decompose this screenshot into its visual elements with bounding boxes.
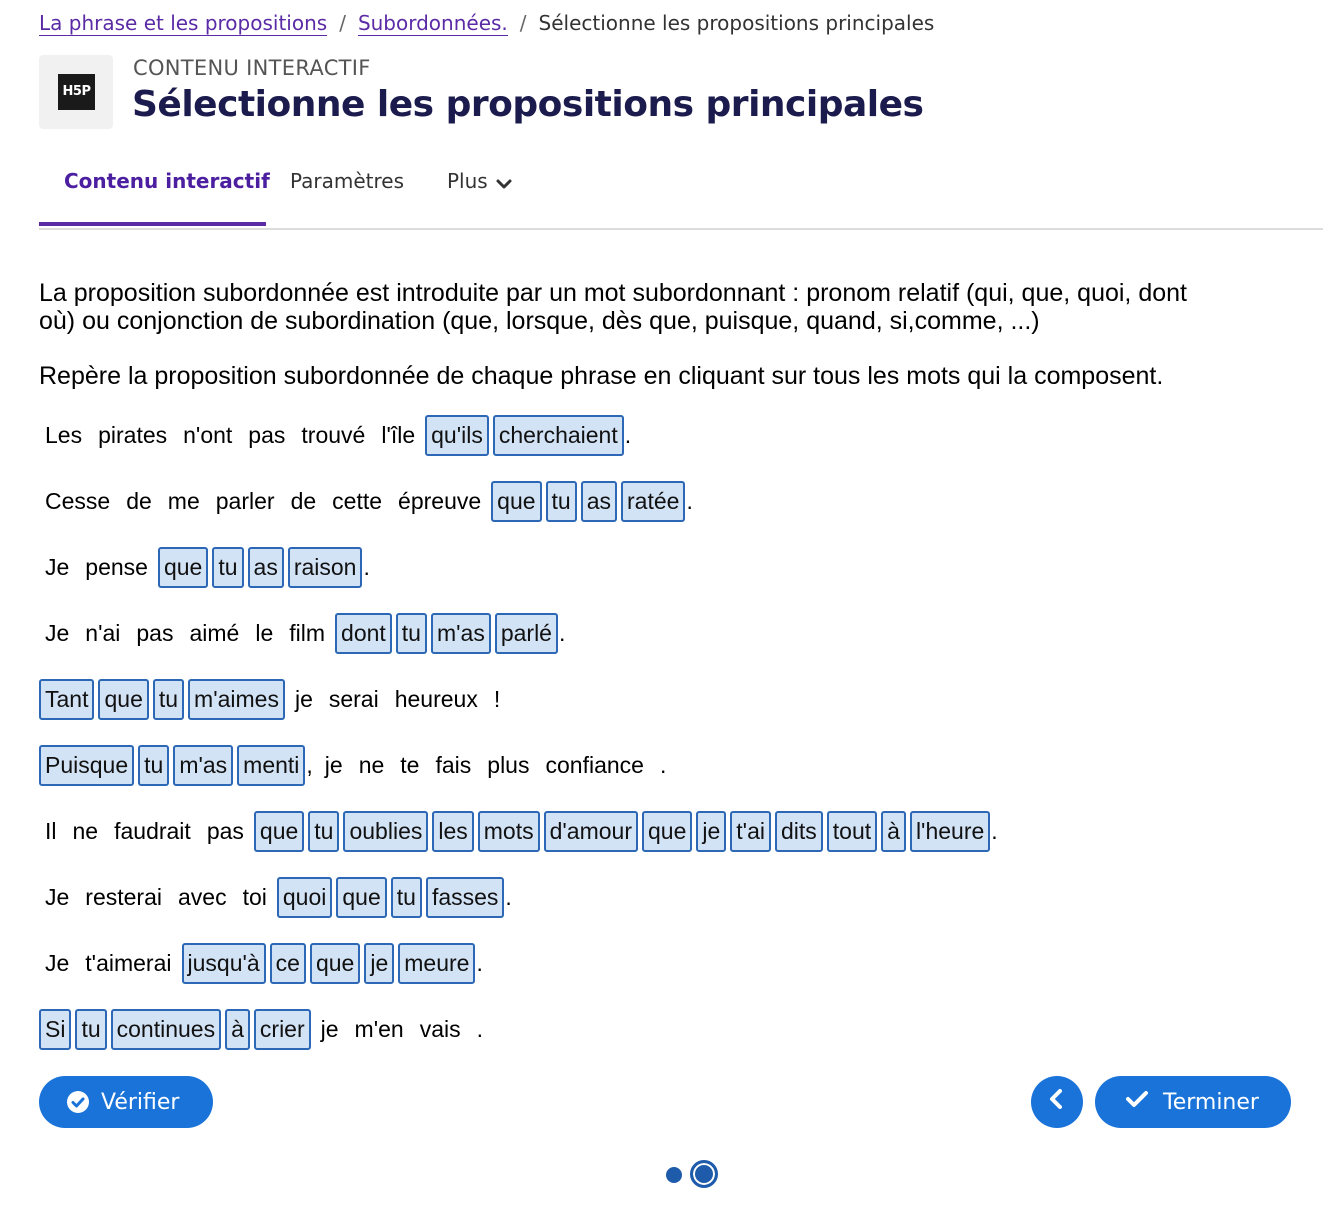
word[interactable]: de — [126, 488, 152, 514]
tab-bar — [39, 160, 1323, 230]
word[interactable]: je — [324, 752, 343, 778]
word[interactable]: resterai — [85, 884, 162, 910]
word-selected[interactable]: les — [432, 811, 473, 852]
word[interactable]: pirates — [98, 422, 168, 448]
sentence-row — [39, 415, 1004, 456]
word-selected[interactable]: menti — [237, 745, 305, 786]
sentence-end-punctuation: . — [624, 422, 632, 448]
sentence-list — [39, 415, 1004, 1075]
active-tab-indicator — [39, 222, 266, 226]
word-selected[interactable]: l'heure — [910, 811, 990, 852]
word-selected[interactable]: d'amour — [544, 811, 638, 852]
word-selected[interactable]: crier — [254, 1009, 311, 1050]
sentence-end-punctuation: . — [558, 620, 566, 646]
instructions-line-2: où) ou conjonction de subordination (que, lorsque, dès que, puisque, quand, si,comme, ...) — [39, 307, 1040, 335]
word-selected[interactable]: Si — [39, 1009, 71, 1050]
sentence-row — [39, 1009, 1004, 1050]
punctuation: , — [306, 752, 313, 778]
word[interactable]: trouvé — [301, 422, 366, 448]
word-selected[interactable]: que — [310, 943, 360, 984]
word[interactable]: pas — [136, 620, 174, 646]
word-selected[interactable]: que — [254, 811, 304, 852]
previous-button[interactable] — [1031, 1076, 1083, 1128]
finish-button[interactable] — [1095, 1076, 1291, 1128]
sentence-end-punctuation: . — [476, 950, 483, 976]
sentence-row — [39, 943, 1004, 984]
word-selected[interactable]: cherchaient — [493, 415, 624, 456]
word[interactable]: fais — [435, 752, 472, 778]
tab-contenu-interactif[interactable]: Contenu interactif — [64, 169, 270, 193]
word-selected[interactable]: tu — [391, 877, 422, 918]
word[interactable]: pense — [85, 554, 148, 580]
word[interactable]: m'en — [354, 1016, 404, 1042]
word-selected[interactable]: m'as — [431, 613, 491, 654]
word[interactable]: épreuve — [398, 488, 482, 514]
word-selected[interactable]: je — [696, 811, 726, 852]
word-selected[interactable]: ratée — [621, 481, 685, 522]
word-selected[interactable]: je — [364, 943, 394, 984]
sentence-end-punctuation: . — [363, 554, 370, 580]
word-selected[interactable]: jusqu'à — [182, 943, 266, 984]
word[interactable]: Je — [45, 950, 70, 976]
word-selected[interactable]: meure — [398, 943, 475, 984]
sentence-row — [39, 679, 1004, 720]
word[interactable]: pas — [206, 818, 244, 844]
verify-button[interactable] — [39, 1076, 213, 1128]
word[interactable]: faudrait — [114, 818, 191, 844]
word-selected[interactable]: tu — [546, 481, 577, 522]
word[interactable]: je — [294, 686, 313, 712]
word[interactable]: . — [659, 752, 667, 778]
word[interactable]: film — [289, 620, 326, 646]
word-selected[interactable]: tu — [212, 547, 243, 588]
breadcrumb-link-subordonnees[interactable]: Subordonnées. — [357, 11, 508, 35]
word-selected[interactable]: que — [158, 547, 208, 588]
word-selected[interactable]: dont — [335, 613, 392, 654]
word[interactable]: Je — [45, 554, 70, 580]
word[interactable]: n'ont — [183, 422, 233, 448]
word[interactable]: cette — [332, 488, 383, 514]
instructions — [39, 279, 1323, 335]
word[interactable]: confiance — [545, 752, 644, 778]
word[interactable]: ne — [72, 818, 99, 844]
sentence-row — [39, 745, 1004, 786]
word[interactable]: n'ai — [85, 620, 121, 646]
word-selected[interactable]: mots — [478, 811, 540, 852]
word[interactable]: l'île — [381, 422, 416, 448]
breadcrumb-separator: / — [339, 11, 346, 35]
word[interactable]: avec — [178, 884, 227, 910]
word-selected[interactable]: as — [581, 481, 617, 522]
word[interactable]: Il — [45, 818, 57, 844]
content-type-label: CONTENU INTERACTIF — [133, 56, 371, 80]
chevron-down-icon — [496, 162, 512, 204]
sentence-row — [39, 613, 1004, 654]
word[interactable]: ne — [358, 752, 385, 778]
tab-parametres[interactable]: Paramètres — [290, 169, 405, 193]
word[interactable]: parler — [215, 488, 275, 514]
instructions-line-1: La proposition subordonnée est introduite par un mot subordonnant : pronom relatif (qui, que, quoi, dont — [39, 279, 1187, 307]
sentence-row — [39, 547, 1004, 588]
word-selected[interactable]: tout — [827, 811, 877, 852]
word-selected[interactable]: dits — [775, 811, 823, 852]
word-selected[interactable]: as — [248, 547, 284, 588]
word-selected[interactable]: tu — [308, 811, 339, 852]
word-selected[interactable]: t'ai — [730, 811, 771, 852]
word-selected[interactable]: tu — [153, 679, 184, 720]
word-selected[interactable]: tu — [75, 1009, 106, 1050]
word[interactable]: t'aimerai — [85, 950, 172, 976]
word-selected[interactable]: parlé — [495, 613, 558, 654]
breadcrumb-separator: / — [519, 11, 527, 35]
word-selected[interactable]: m'aimes — [188, 679, 285, 720]
word[interactable]: toi — [242, 884, 267, 910]
sentence-end-punctuation: . — [991, 818, 998, 844]
pager-dot-1[interactable] — [666, 1167, 682, 1183]
verify-button-label: Vérifier — [101, 1089, 180, 1115]
word-selected[interactable]: ce — [270, 943, 306, 984]
sentence-end-punctuation: . — [686, 488, 693, 514]
word[interactable]: heureux — [394, 686, 478, 712]
pager-dot-2-current[interactable] — [690, 1160, 718, 1188]
word-selected[interactable]: Puisque — [39, 745, 134, 786]
word[interactable]: Les — [45, 422, 83, 448]
word[interactable]: te — [400, 752, 420, 778]
word[interactable]: plus — [487, 752, 530, 778]
word-selected[interactable]: que — [336, 877, 386, 918]
word[interactable]: me — [167, 488, 200, 514]
word-selected[interactable]: à — [225, 1009, 250, 1050]
check-icon — [1125, 1089, 1149, 1115]
word[interactable]: pas — [248, 422, 286, 448]
breadcrumb — [39, 8, 934, 38]
sentence-row — [39, 811, 1004, 852]
word[interactable]: serai — [328, 686, 379, 712]
word-selected[interactable]: tu — [396, 613, 427, 654]
word-selected[interactable]: qu'ils — [425, 415, 489, 456]
word-selected[interactable]: raison — [288, 547, 363, 588]
word[interactable]: de — [290, 488, 317, 514]
word[interactable]: Cesse — [45, 488, 111, 514]
finish-button-label: Terminer — [1163, 1089, 1259, 1115]
task-description: Repère la proposition subordonnée de chaque phrase en cliquant sur tous les mots qui la composent. — [39, 362, 1164, 390]
word[interactable]: aimé — [189, 620, 240, 646]
word-selected[interactable]: tu — [138, 745, 169, 786]
word-selected[interactable]: quoi — [277, 877, 332, 918]
breadcrumb-current: Sélectionne les propositions principales — [538, 11, 935, 35]
word-selected[interactable]: à — [881, 811, 906, 852]
word-selected[interactable]: Tant — [39, 679, 94, 720]
word-selected[interactable]: que — [491, 481, 541, 522]
word-selected[interactable]: fasses — [426, 877, 504, 918]
word-selected[interactable]: que — [98, 679, 148, 720]
h5p-logo — [39, 55, 113, 129]
word[interactable]: je — [320, 1016, 339, 1042]
page-title: Sélectionne les propositions principales — [132, 84, 924, 125]
word-selected[interactable]: que — [642, 811, 692, 852]
h5p-logo-icon: H5P — [58, 74, 95, 110]
tab-plus-label: Plus — [447, 169, 488, 193]
tab-plus[interactable] — [447, 160, 512, 204]
check-circle-icon — [67, 1091, 89, 1113]
word[interactable]: Je — [45, 620, 70, 646]
sentence-row — [39, 877, 1004, 918]
sentence-row — [39, 481, 1004, 522]
chevron-left-icon — [1047, 1088, 1067, 1116]
sentence-end-punctuation: . — [505, 884, 512, 910]
word[interactable]: Je — [45, 884, 70, 910]
word[interactable]: ! — [493, 686, 501, 712]
word-selected[interactable]: oublies — [343, 811, 428, 852]
word[interactable]: . — [476, 1016, 483, 1042]
breadcrumb-link-phrase[interactable]: La phrase et les propositions — [39, 11, 328, 35]
word-selected[interactable]: continues — [111, 1009, 221, 1050]
word[interactable]: vais — [419, 1016, 461, 1042]
word[interactable]: le — [255, 620, 274, 646]
word-selected[interactable]: m'as — [173, 745, 233, 786]
